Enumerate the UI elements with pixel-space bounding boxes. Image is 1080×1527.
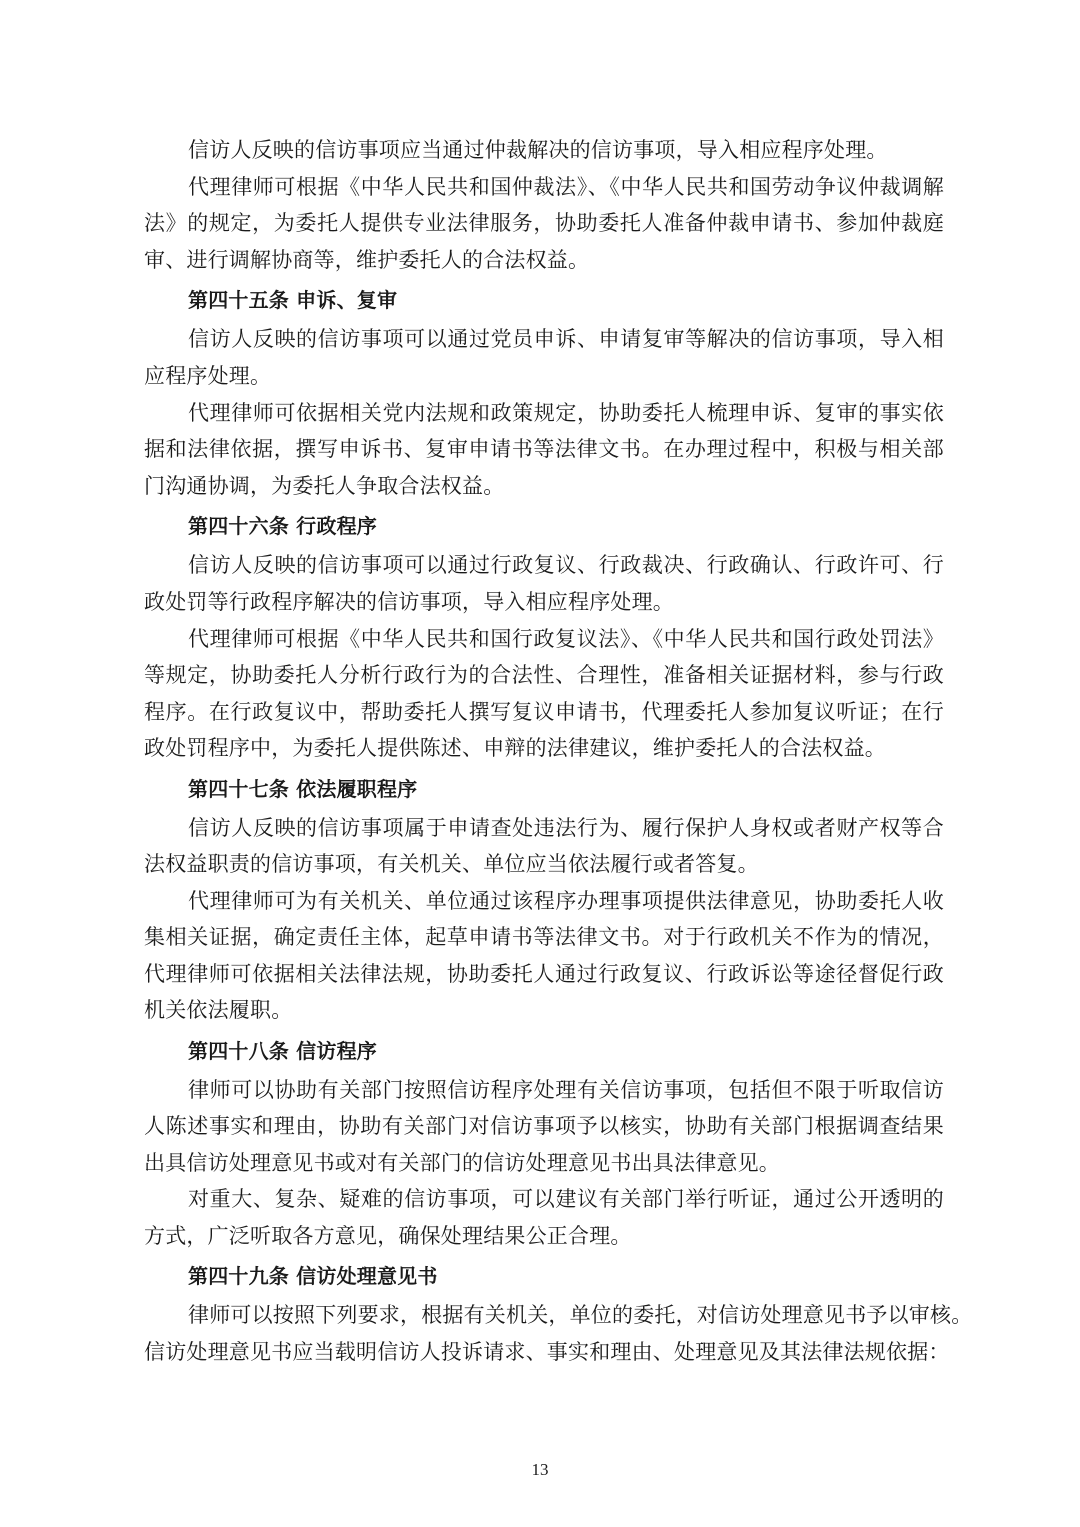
paragraph-line: 政处罚等行政程序解决的信访事项，导入相应程序处理。 [144,590,674,614]
paragraph-line: 门沟通协调，为委托人争取合法权益。 [144,474,505,498]
paragraph-line: 信访人反映的信访事项可以通过党员申诉、申请复审等解决的信访事项，导入相 [188,327,944,351]
paragraph-line: 集相关证据，确定责任主体，起草申请书等法律文书。对于行政机关不作为的情况， [144,925,944,949]
paragraph-line: 程序。在行政复议中，帮助委托人撰写复议申请书，代理委托人参加复议听证；在行 [144,700,944,724]
paragraph-line: 信访人反映的信访事项属于申请查处违法行为、履行保护人身权或者财产权等合 [188,816,944,840]
article-heading: 第四十九条 信访处理意见书 [188,1264,438,1288]
paragraph-line: 政处罚程序中，为委托人提供陈述、申辩的法律建议，维护委托人的合法权益。 [144,736,886,760]
paragraph-line: 法权益职责的信访事项，有关机关、单位应当依法履行或者答复。 [144,852,759,876]
paragraph-line: 方式，广泛听取各方意见，确保处理结果公正合理。 [144,1224,632,1248]
article-heading: 第四十六条 行政程序 [188,514,377,538]
paragraph-line: 信访人反映的信访事项应当通过仲裁解决的信访事项，导入相应程序处理。 [188,138,888,162]
paragraph-line: 出具信访处理意见书或对有关部门的信访处理意见书出具法律意见。 [144,1151,780,1175]
page-number: 13 [531,1460,549,1479]
paragraph-line: 代理律师可根据《中华人民共和国行政复议法》、《中华人民共和国行政处罚法》 [188,627,944,651]
article-heading: 第四十五条 申诉、复审 [188,288,398,312]
paragraph-line: 对重大、复杂、疑难的信访事项，可以建议有关部门举行听证，通过公开透明的 [188,1187,944,1211]
paragraph-line: 代理律师可依据相关党内法规和政策规定，协助委托人梳理申诉、复审的事实依 [188,401,944,425]
paragraph-line: 等规定，协助委托人分析行政行为的合法性、合理性，准备相关证据材料，参与行政 [144,663,944,687]
paragraph-line: 机关依法履职。 [144,998,293,1022]
paragraph-line: 审、进行调解协商等，维护委托人的合法权益。 [144,248,590,272]
paragraph-line: 代理律师可根据《中华人民共和国仲裁法》、《中华人民共和国劳动争议仲裁调解 [188,175,944,199]
paragraph-line: 代理律师可依据相关法律法规，协助委托人通过行政复议、行政诉讼等途径督促行政 [144,962,944,986]
paragraph-line: 律师可以按照下列要求，根据有关机关，单位的委托，对信访处理意见书予以审核。 [188,1303,973,1327]
paragraph-line: 代理律师可为有关机关、单位通过该程序办理事项提供法律意见，协助委托人收 [188,889,944,913]
paragraph-line: 信访人反映的信访事项可以通过行政复议、行政裁决、行政确认、行政许可、行 [188,553,944,577]
paragraph-line: 据和法律依据，撰写申诉书、复审申请书等法律文书。在办理过程中，积极与相关部 [144,437,944,461]
paragraph-line: 应程序处理。 [144,364,272,388]
article-heading: 第四十七条 依法履职程序 [188,777,418,801]
paragraph-line: 人陈述事实和理由，协助有关部门对信访事项予以核实，协助有关部门根据调查结果 [144,1114,944,1138]
paragraph-line: 法》的规定，为委托人提供专业法律服务，协助委托人准备仲裁申请书、参加仲裁庭 [144,211,944,235]
paragraph-line: 律师可以协助有关部门按照信访程序处理有关信访事项，包括但不限于听取信访 [188,1078,944,1102]
paragraph-line: 信访处理意见书应当载明信访人投诉请求、事实和理由、处理意见及其法律法规依据： [144,1340,950,1364]
article-heading: 第四十八条 信访程序 [188,1039,377,1063]
